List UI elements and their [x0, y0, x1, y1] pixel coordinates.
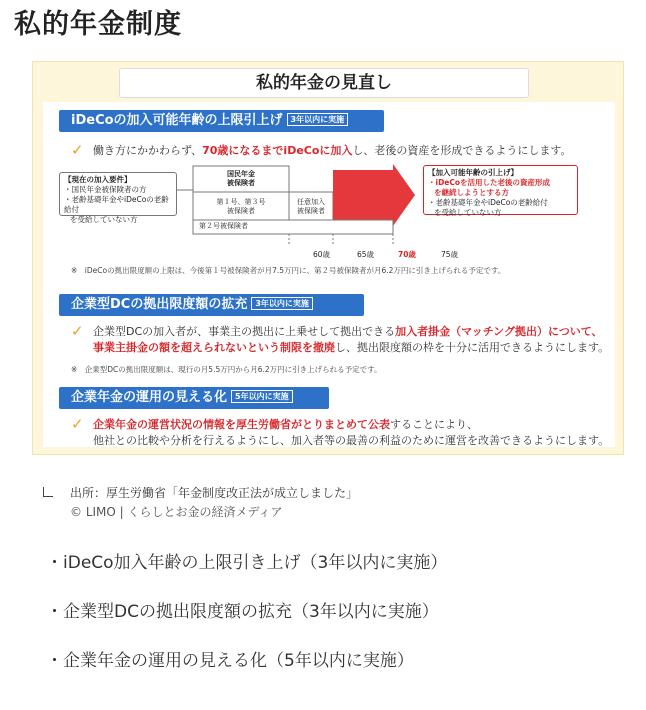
current-requirements-box: 【現在の加入要件】 ・国民年金被保険者の方 ・老齢基礎年金やiDeCoの老齢給付 を受給していない方: [59, 172, 177, 216]
raise-box: 【加入可能年齢の引上げ】 ・iDeCoを活用した老後の資産形成 を継続しようとする方 ・老齢基礎年金やiDeCoの老齢給付 を受給していない方: [423, 165, 578, 215]
section2-tag: 3年以内に実施: [251, 297, 313, 310]
section3-line2: 他社との比較や分析を行えるようにし、加入者等の最善の利益のために運営を改善できるようにします。: [93, 434, 610, 447]
section2-note: ※ 企業型DCの拠出限度額は、現行の月5.5万円から月6.2万円に引き上げられる予定です。: [71, 365, 382, 374]
section1-bullet: 働き方にかかわらず、70歳になるまでiDeCoに加入し、老後の資産を形成できるようにします。: [93, 144, 572, 157]
kokumin-label: 国民年金 被保険者: [227, 170, 255, 187]
checkmark-icon: ✓: [71, 415, 84, 433]
credit-caption: © LIMO | くらしとお金の経済メディア: [70, 505, 283, 519]
age-70: 70歳: [398, 250, 416, 259]
section3-title: 企業年金の運用の見える化: [71, 390, 228, 405]
section3-header: [59, 387, 329, 409]
section3-line1: 企業年金の運営状況の情報を厚生労働省がとりまとめて公表することにより、: [93, 418, 478, 431]
age-65: 65歳: [357, 250, 375, 259]
figure-image: [32, 61, 624, 455]
section1-tag: 3年以内に実施: [287, 113, 349, 126]
caption-corner-icon: [43, 487, 53, 497]
page-title: 私的年金制度: [14, 9, 182, 40]
source-caption: 出所：厚生労働省「年金制度改正法が成立しました」: [70, 486, 359, 500]
no1-no3-label: 第１号、第３号 被保険者: [216, 198, 266, 215]
section2-line2: 事業主掛金の額を超えられないという制限を撤廃し、拠出限度額の枠を十分に活用できるようにします。: [93, 341, 610, 354]
age-75: 75歳: [441, 250, 459, 259]
section1-title: iDeCoの加入可能年齢の上限引上げ: [71, 113, 283, 128]
list-item: ・企業年金の運用の見える化（5年以内に実施）: [46, 651, 414, 671]
section1-header: [59, 110, 384, 132]
section3-tag: 5年以内に実施: [231, 390, 293, 403]
age-60: 60歳: [313, 250, 331, 259]
list-item: ・企業型DCの拠出限度額の拡充（3年以内に実施）: [46, 602, 439, 622]
checkmark-icon: ✓: [71, 141, 84, 159]
section2-header: [59, 294, 364, 316]
section2-line1: 企業型DCの加入者が、事業主の拠出に上乗せして拠出できる加入者掛金（マッチング拠出）について、: [93, 325, 603, 338]
nini-label: 任意加入 被保険者: [297, 198, 325, 215]
figure-title: 私的年金の見直し: [119, 68, 529, 98]
section1-note: ※ iDeCoの拠出限度額の上限は、今後第１号被保険者が月7.5万円に、第２号被保険者が月6.2万円に引き上げられる予定です。: [71, 266, 506, 275]
red-extension-bar: [333, 170, 393, 220]
checkmark-icon: ✓: [71, 322, 84, 340]
list-item: ・iDeCo加入年齢の上限引き上げ（3年以内に実施）: [46, 553, 448, 573]
figure-panel: [43, 102, 615, 447]
no2-label: 第２号被保険者: [199, 222, 248, 230]
red-arrow-head: [393, 164, 415, 226]
section2-title: 企業型DCの拠出限度額の拡充: [71, 297, 248, 312]
